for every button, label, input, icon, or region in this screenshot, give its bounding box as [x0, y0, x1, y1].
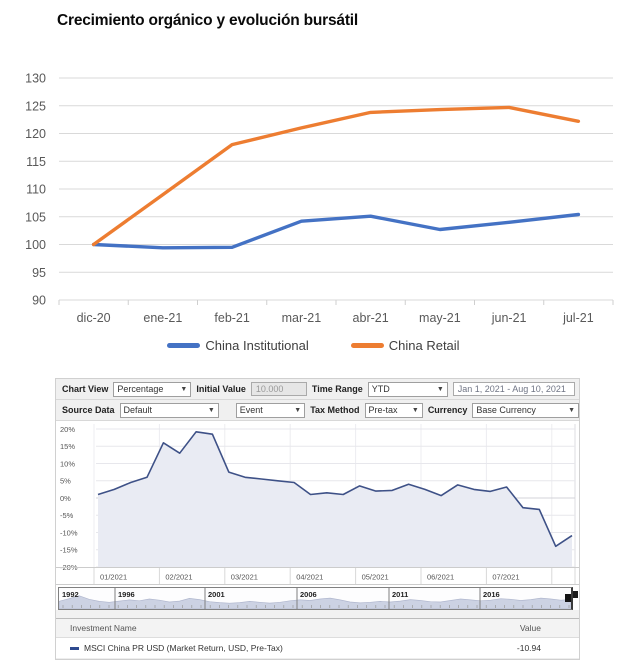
legend-swatch-retail	[351, 343, 384, 348]
investment-name: MSCI China PR USD (Market Return, USD, Pre-Tax)	[84, 643, 283, 653]
source-data-select[interactable]: Default ▼	[120, 403, 219, 418]
svg-text:-5%: -5%	[60, 511, 74, 521]
legend-swatch-institutional	[167, 343, 200, 348]
chevron-down-icon: ▼	[207, 406, 215, 414]
svg-text:2001: 2001	[208, 590, 225, 599]
tax-method-label: Tax Method	[310, 405, 360, 415]
svg-text:01/2021: 01/2021	[100, 572, 128, 582]
currency-label: Currency	[427, 405, 468, 415]
svg-text:1992: 1992	[62, 590, 79, 599]
source-data-label: Source Data	[62, 405, 115, 415]
table-header	[56, 618, 579, 638]
svg-text:1996: 1996	[118, 590, 135, 599]
embedded-chart-tool	[55, 378, 580, 660]
svg-text:120: 120	[25, 127, 46, 141]
time-range-select[interactable]: YTD ▼	[368, 382, 448, 397]
svg-text:04/2021: 04/2021	[296, 572, 324, 582]
chart-legend	[0, 338, 627, 353]
svg-text:115: 115	[26, 154, 46, 169]
svg-text:95: 95	[32, 265, 46, 280]
svg-text:-20%: -20%	[60, 562, 78, 572]
svg-text:mar-21: mar-21	[281, 311, 322, 325]
svg-text:03/2021: 03/2021	[230, 572, 258, 582]
timeline-range-handle[interactable]	[565, 594, 571, 602]
x-axis-labels-svg	[56, 568, 579, 584]
event-select[interactable]: Event ▼	[236, 403, 305, 418]
chart-view-select[interactable]: Percentage ▼	[113, 382, 191, 397]
svg-text:05/2021: 05/2021	[361, 572, 389, 582]
svg-text:130: 130	[25, 71, 46, 86]
date-range-input[interactable]: Jan 1, 2021 - Aug 10, 2021	[453, 382, 575, 396]
chevron-down-icon: ▼	[568, 406, 575, 414]
svg-text:ene-21: ene-21	[143, 311, 183, 325]
timeline-scroll-nub[interactable]	[573, 591, 578, 598]
svg-text:10%: 10%	[60, 459, 76, 469]
svg-text:0%: 0%	[60, 493, 71, 503]
svg-text:2011: 2011	[392, 590, 409, 599]
chevron-down-icon: ▼	[294, 406, 302, 414]
chevron-down-icon: ▼	[180, 385, 188, 393]
svg-text:abr-21: abr-21	[352, 311, 389, 325]
svg-text:100: 100	[25, 238, 46, 252]
initial-value-input[interactable]: 10.000	[251, 382, 307, 396]
svg-text:jul-21: jul-21	[563, 311, 594, 325]
chevron-down-icon: ▼	[411, 406, 419, 414]
investment-value: -10.94	[516, 643, 541, 653]
svg-text:15%: 15%	[60, 442, 76, 452]
percentage-chart-svg	[56, 421, 579, 571]
tax-method-select[interactable]: Pre-tax ▼	[365, 403, 423, 418]
svg-text:2006: 2006	[300, 590, 317, 599]
toolbar-row-2	[56, 400, 579, 421]
svg-text:20%: 20%	[60, 424, 76, 434]
investment-table	[56, 618, 579, 659]
initial-value-label: Initial Value	[196, 384, 246, 394]
svg-text:105: 105	[25, 210, 46, 225]
chart-view-label: Chart View	[62, 384, 109, 394]
timeline-sparkline	[59, 588, 571, 609]
svg-text:-15%: -15%	[60, 545, 78, 555]
page-title: Crecimiento orgánico y evolución bursátil	[57, 12, 359, 29]
legend-label-institutional: China Institutional	[205, 338, 309, 353]
main-line-chart	[0, 58, 627, 330]
toolbar-row-1	[56, 379, 579, 400]
svg-text:feb-21: feb-21	[214, 311, 250, 325]
svg-text:jun-21: jun-21	[491, 311, 527, 325]
col-investment-name: Investment Name	[70, 623, 137, 633]
svg-text:125: 125	[25, 99, 46, 114]
currency-select[interactable]: Base Currency ▼	[472, 403, 579, 418]
legend-item-institutional	[167, 338, 308, 353]
table-row[interactable]	[56, 638, 579, 659]
percentage-area-chart	[56, 421, 579, 572]
svg-text:02/2021: 02/2021	[165, 572, 193, 582]
col-value: Value	[519, 623, 541, 633]
svg-text:may-21: may-21	[419, 311, 461, 325]
svg-text:07/2021: 07/2021	[492, 572, 520, 582]
svg-text:-10%: -10%	[60, 528, 78, 538]
svg-text:06/2021: 06/2021	[427, 572, 455, 582]
series-marker-icon	[70, 647, 79, 650]
embedded-x-axis	[56, 567, 579, 585]
time-range-label: Time Range	[311, 384, 363, 394]
svg-text:5%: 5%	[60, 476, 71, 486]
legend-item-retail	[351, 338, 460, 353]
svg-text:110: 110	[26, 182, 46, 197]
divider-strip	[56, 610, 579, 618]
svg-text:2016: 2016	[483, 590, 500, 599]
svg-text:90: 90	[32, 293, 46, 308]
chevron-down-icon: ▼	[436, 385, 444, 393]
svg-text:dic-20: dic-20	[76, 311, 111, 325]
legend-label-retail: China Retail	[388, 338, 460, 353]
timeline-scrubber[interactable]	[58, 587, 573, 610]
